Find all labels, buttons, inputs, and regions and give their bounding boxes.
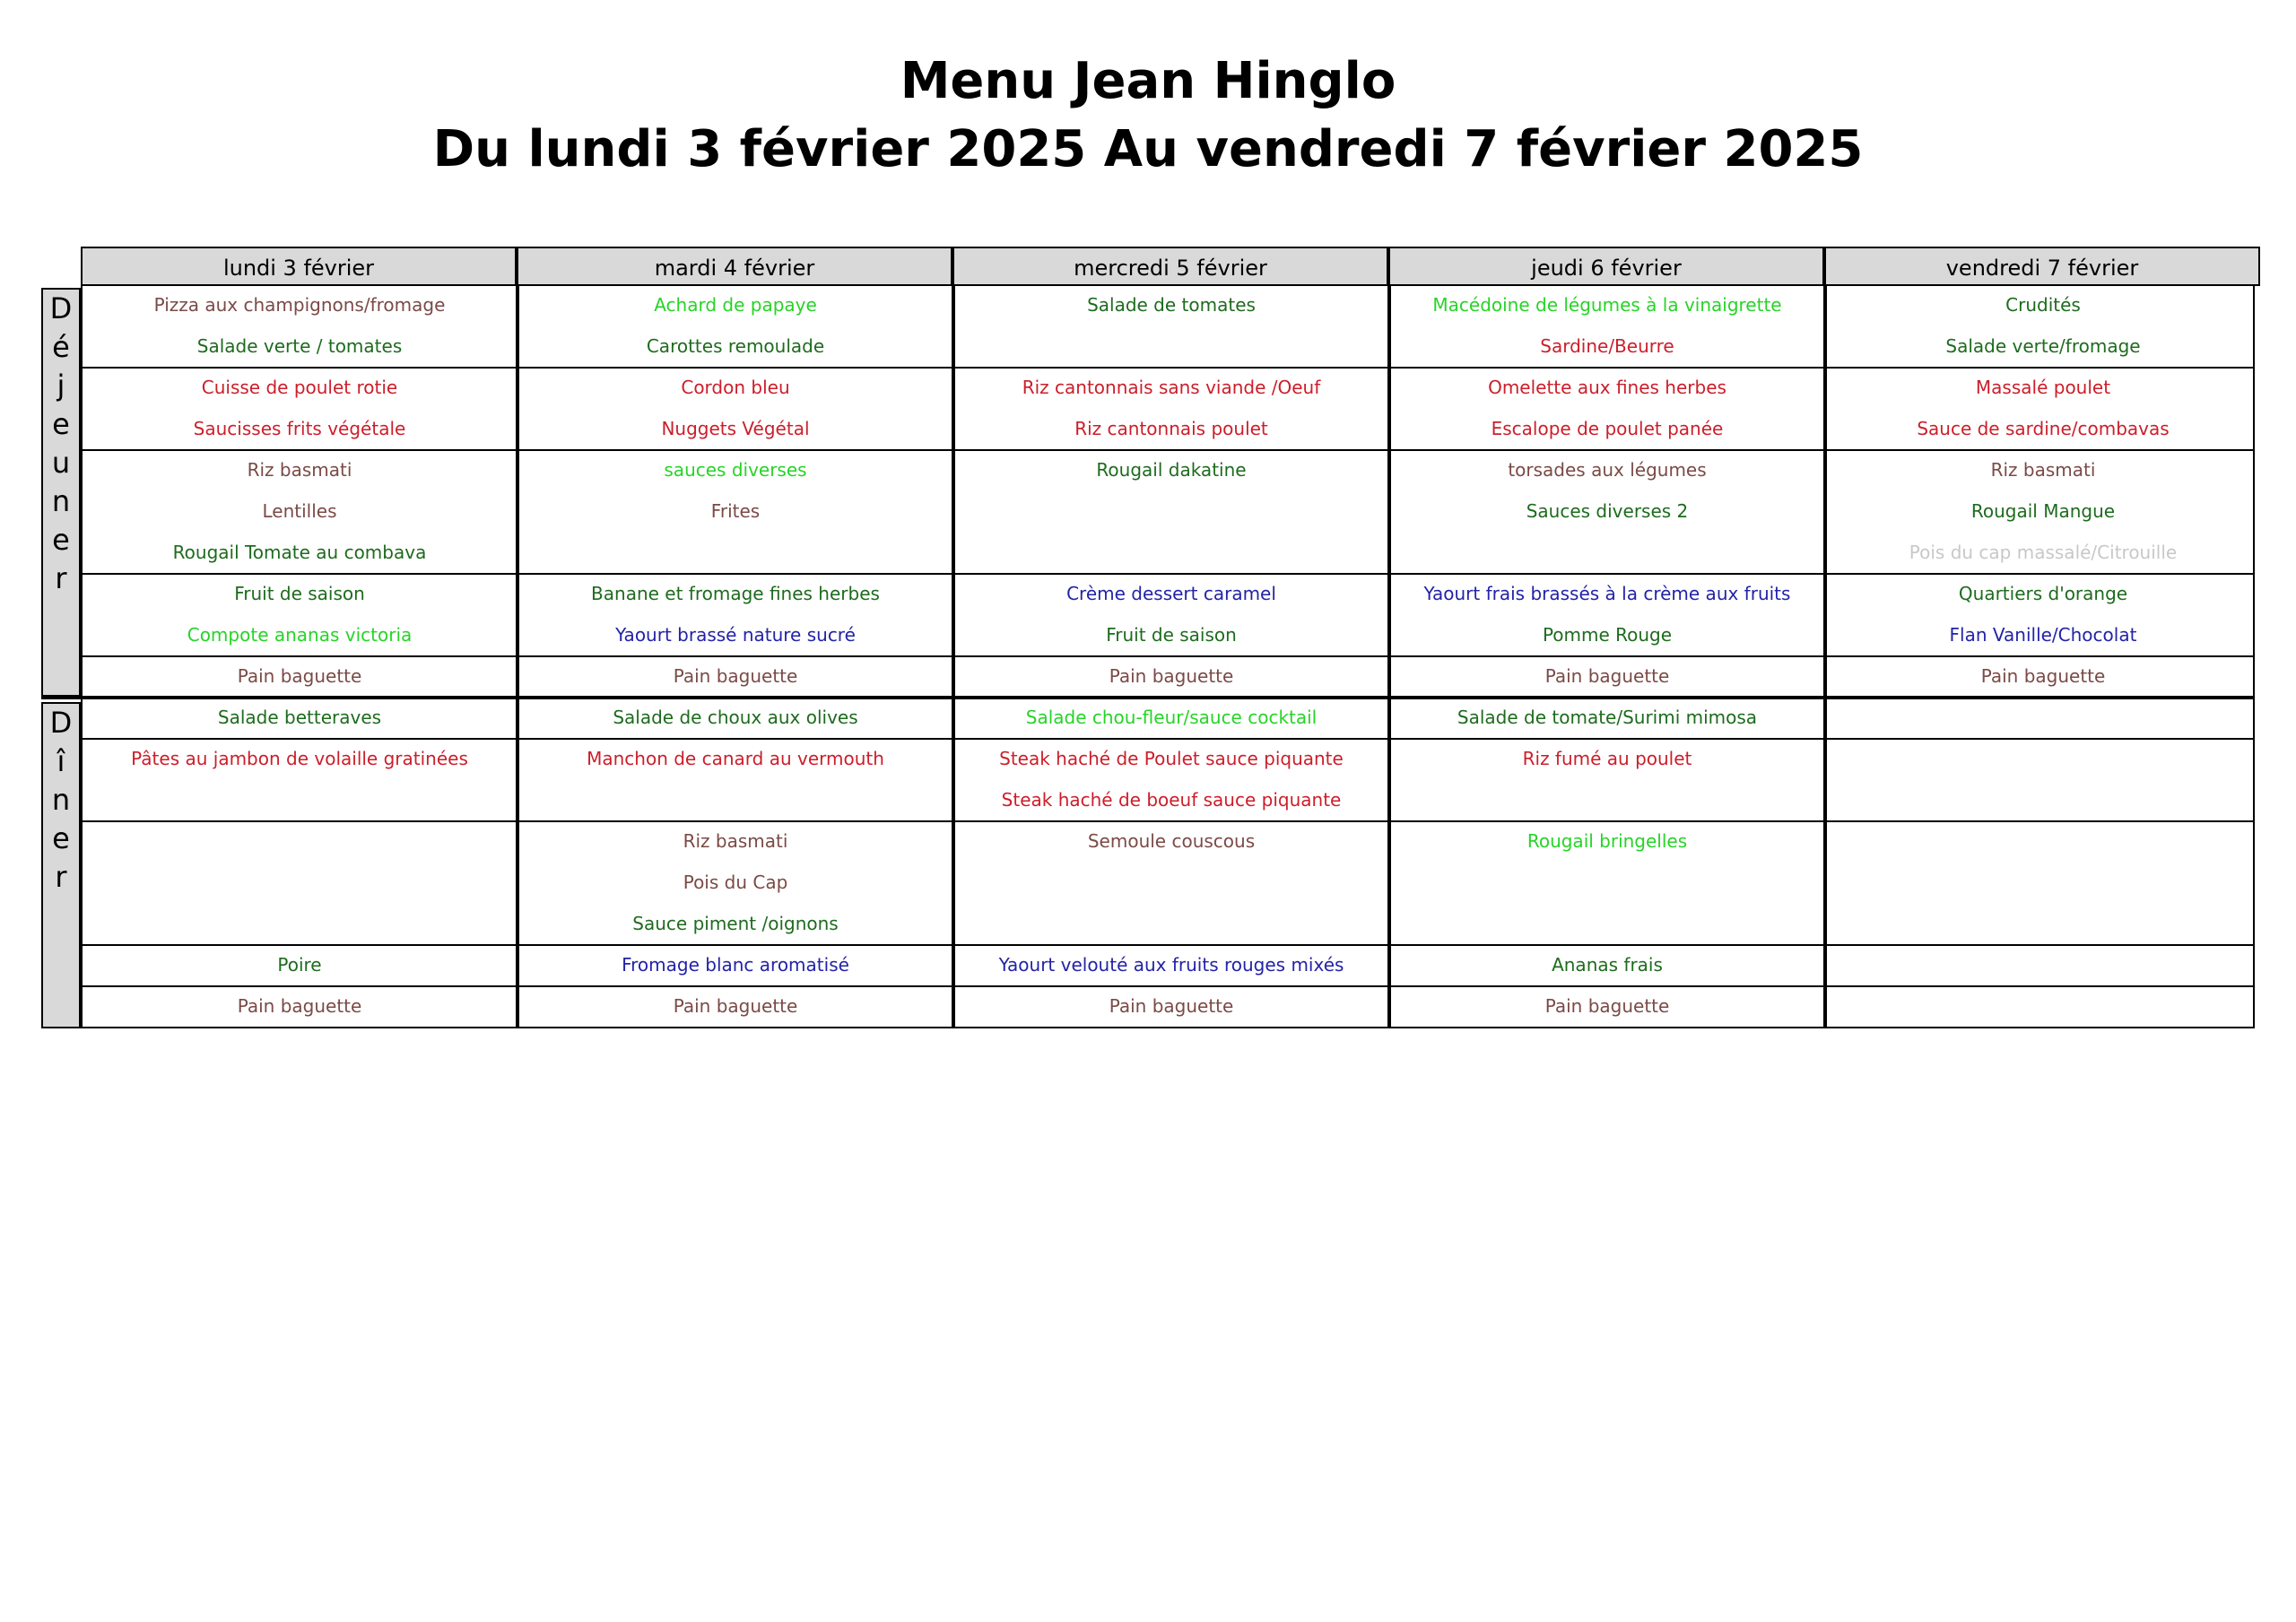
row-divider	[81, 1027, 2255, 1028]
menu-item: Salade verte/fromage	[1945, 335, 2141, 357]
menu-item: Crudités	[2005, 294, 2081, 316]
meal-label-letter: n	[51, 783, 71, 817]
menu-item: Manchon de canard au vermouth	[587, 748, 884, 769]
meal-label-letter: D	[49, 706, 73, 740]
menu-item: Pain baguette	[237, 995, 362, 1017]
menu-item: Yaourt brassé nature sucré	[615, 624, 856, 646]
meal-label-diner	[41, 702, 81, 1028]
menu-item: Salade verte / tomates	[196, 335, 403, 357]
menu-item: Yaourt velouté aux fruits rouges mixés	[998, 954, 1344, 976]
menu-item: Fruit de saison	[234, 583, 365, 604]
column-divider	[1387, 284, 1391, 1028]
column-divider	[516, 284, 519, 1028]
meal-label-letter: e	[52, 523, 70, 557]
menu-item: Massalé poulet	[1975, 377, 2111, 398]
menu-item: Salade chou-fleur/sauce cocktail	[1025, 707, 1318, 728]
menu-item: Rougail bringelles	[1526, 830, 1688, 852]
menu-item: Salade de tomates	[1087, 294, 1256, 316]
menu-item: Sardine/Beurre	[1540, 335, 1674, 357]
menu-item: Crème dessert caramel	[1066, 583, 1276, 604]
day-header: mardi 4 février	[517, 247, 952, 286]
meal-label-letter: e	[52, 407, 70, 441]
menu-item: Lentilles	[262, 500, 337, 522]
menu-item: Semoule couscous	[1087, 830, 1256, 852]
day-header: lundi 3 février	[81, 247, 517, 286]
meal-label-letter: n	[51, 484, 71, 518]
menu-item: Fromage blanc aromatisé	[622, 954, 849, 976]
menu-item: Pain baguette	[1544, 995, 1670, 1017]
menu-item: Escalope de poulet panée	[1491, 418, 1724, 439]
menu-item: Pâtes au jambon de volaille gratinées	[131, 748, 468, 769]
meal-label-letter: î	[57, 744, 65, 778]
menu-title: Menu Jean Hinglo	[900, 52, 1396, 110]
menu-item: Sauces diverses 2	[1526, 500, 1689, 522]
menu-item: Pizza aux champignons/fromage	[153, 294, 446, 316]
menu-item: Salade de choux aux olives	[613, 707, 858, 728]
menu-item: Frites	[710, 500, 761, 522]
menu-item: Salade de tomate/Surimi mimosa	[1457, 707, 1758, 728]
column-divider	[952, 284, 955, 1028]
meal-label-letter: r	[55, 860, 67, 894]
menu-item: Saucisses frits végétale	[193, 418, 406, 439]
menu-item: Riz basmati	[247, 459, 352, 481]
menu-date-range: Du lundi 3 février 2025 Au vendredi 7 février 2025	[432, 120, 1864, 178]
menu-item: Pain baguette	[1109, 995, 1234, 1017]
menu-item: Sauce piment /oignons	[632, 913, 839, 934]
menu-item: Omelette aux fines herbes	[1488, 377, 1726, 398]
menu-item: Banane et fromage fines herbes	[591, 583, 880, 604]
column-divider	[81, 284, 83, 1028]
menu-item: Riz cantonnais sans viande /Oeuf	[1022, 377, 1321, 398]
menu-item: Poire	[277, 954, 322, 976]
menu-item: Compote ananas victoria	[187, 624, 413, 646]
menu-item: Macédoine de légumes à la vinaigrette	[1432, 294, 1782, 316]
menu-item: Salade betteraves	[217, 707, 382, 728]
menu-item: Riz basmati	[683, 830, 788, 852]
menu-item: Pain baguette	[1980, 665, 2106, 687]
day-header: mercredi 5 février	[952, 247, 1388, 286]
menu-item: torsades aux légumes	[1508, 459, 1707, 481]
menu-item: Steak haché de boeuf sauce piquante	[1001, 789, 1342, 811]
menu-item: Pois du Cap	[683, 872, 788, 893]
column-divider	[1823, 284, 1827, 1028]
menu-item: Sauce de sardine/combavas	[1917, 418, 2170, 439]
menu-item: Yaourt frais brassés à la crème aux fruits	[1423, 583, 1791, 604]
menu-item: Pain baguette	[673, 995, 798, 1017]
menu-item: Rougail Tomate au combava	[172, 542, 427, 563]
meal-label-letter: j	[57, 369, 65, 403]
menu-item: Carottes remoulade	[646, 335, 825, 357]
menu-item: Rougail dakatine	[1096, 459, 1247, 481]
menu-item: Pain baguette	[1109, 665, 1234, 687]
meal-label-letter: é	[52, 330, 70, 364]
meal-label-letter: D	[49, 291, 73, 325]
day-header: vendredi 7 février	[1824, 247, 2260, 286]
menu-item: Pois du cap massalé/Citrouille	[1909, 542, 2178, 563]
menu-item: Flan Vanille/Chocolat	[1949, 624, 2137, 646]
menu-item: Pomme Rouge	[1542, 624, 1673, 646]
day-header: jeudi 6 février	[1388, 247, 1824, 286]
menu-item: Riz fumé au poulet	[1522, 748, 1692, 769]
menu-item: Riz cantonnais poulet	[1074, 418, 1268, 439]
menu-item: Steak haché de Poulet sauce piquante	[999, 748, 1344, 769]
menu-item: Nuggets Végétal	[661, 418, 810, 439]
menu-item: Rougail Mangue	[1970, 500, 2116, 522]
column-divider	[2253, 284, 2255, 1028]
meal-label-letter: r	[55, 561, 67, 595]
menu-item: Pain baguette	[673, 665, 798, 687]
menu-item: Fruit de saison	[1106, 624, 1237, 646]
meal-label-dejeuner	[41, 288, 81, 697]
menu-item: sauces diverses	[664, 459, 807, 481]
menu-item: Cordon bleu	[681, 377, 790, 398]
menu-item: Quartiers d'orange	[1958, 583, 2128, 604]
menu-item: Ananas frais	[1552, 954, 1663, 976]
menu-item: Pain baguette	[237, 665, 362, 687]
menu-item: Riz basmati	[1990, 459, 2096, 481]
meal-label-letter: e	[52, 821, 70, 855]
menu-item: Cuisse de poulet rotie	[201, 377, 398, 398]
menu-item: Pain baguette	[1544, 665, 1670, 687]
meal-label-letter: u	[51, 446, 71, 480]
menu-item: Achard de papaye	[654, 294, 817, 316]
